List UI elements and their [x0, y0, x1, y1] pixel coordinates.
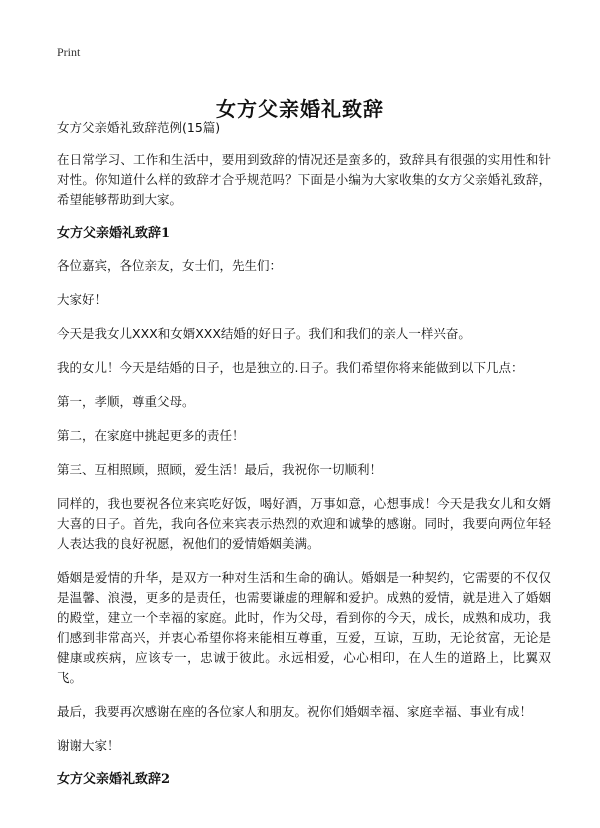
body-paragraph: 同样的，我也要祝各位来宾吃好饭，喝好酒，万事如意，心想事成！今天是我女儿和女婿大喜的日子。首先，我向各位来宾表示热烈的欢迎和诚挚的感谢。同时，我要向两位年轻人表达我的良好祝愿，祝他们的爱情婚姻美满。	[57, 496, 551, 551]
greeting-paragraph: 各位嘉宾，各位亲友，女士们，先生们：	[57, 258, 283, 273]
body-paragraph: 我的女儿！今天是结婚的日子，也是独立的.日子。我们希望你将来能做到以下几点：	[57, 360, 524, 375]
print-label: Print	[57, 45, 81, 59]
body-paragraph: 今天是我女儿XXX和女婿XXX结婚的好日子。我们和我们的亲人一样兴奋。	[57, 326, 471, 341]
list-point-3: 第三、互相照顾，照顾，爱生活！最后，我祝你一切顺利！	[57, 462, 383, 477]
closing-paragraph: 最后，我要再次感谢在座的各位家人和朋友。祝你们婚姻幸福、家庭幸福、事业有成！	[57, 704, 533, 719]
page-title: 女方父亲婚礼致辞	[216, 97, 384, 122]
intro-paragraph: 在日常学习、工作和生活中，要用到致辞的情况还是蛮多的，致辞具有很强的实用性和针对性。你知道什么样的致辞才合乎规范吗？下面是小编为大家收集的女方父亲婚礼致辞，希望能够帮助到大家。	[57, 152, 551, 207]
list-point-1: 第一，孝顺，尊重父母。	[57, 394, 195, 409]
document-body	[57, 118, 551, 802]
list-point-2: 第二，在家庭中挑起更多的责任！	[57, 428, 245, 443]
document-subtitle: 女方父亲婚礼致辞范例(15篇)	[57, 120, 221, 135]
section-2-heading: 女方父亲婚礼致辞2	[57, 772, 171, 787]
hello-paragraph: 大家好！	[57, 292, 108, 307]
section-1-heading: 女方父亲婚礼致辞1	[57, 226, 171, 241]
thanks-paragraph: 谢谢大家！	[57, 738, 120, 753]
body-paragraph: 婚姻是爱情的升华，是双方一种对生活和生命的确认。婚姻是一种契约，它需要的不仅仅是温馨、浪漫，更多的是责任，也需要谦虚的理解和爱护。成熟的爱情，就是进入了婚姻的殿堂，建立一个幸福的家庭。此时，作为父母，看到你的今天，成长，成熟和成功，我们感到非常高兴，并衷心希望你将来能相互尊重，互爱，互谅，互助，无论贫富，无论是健康或疾病，应该专一，忠诚于彼此。永远相爱，心心相印，在人生的道路上，比翼双飞。	[57, 570, 551, 685]
